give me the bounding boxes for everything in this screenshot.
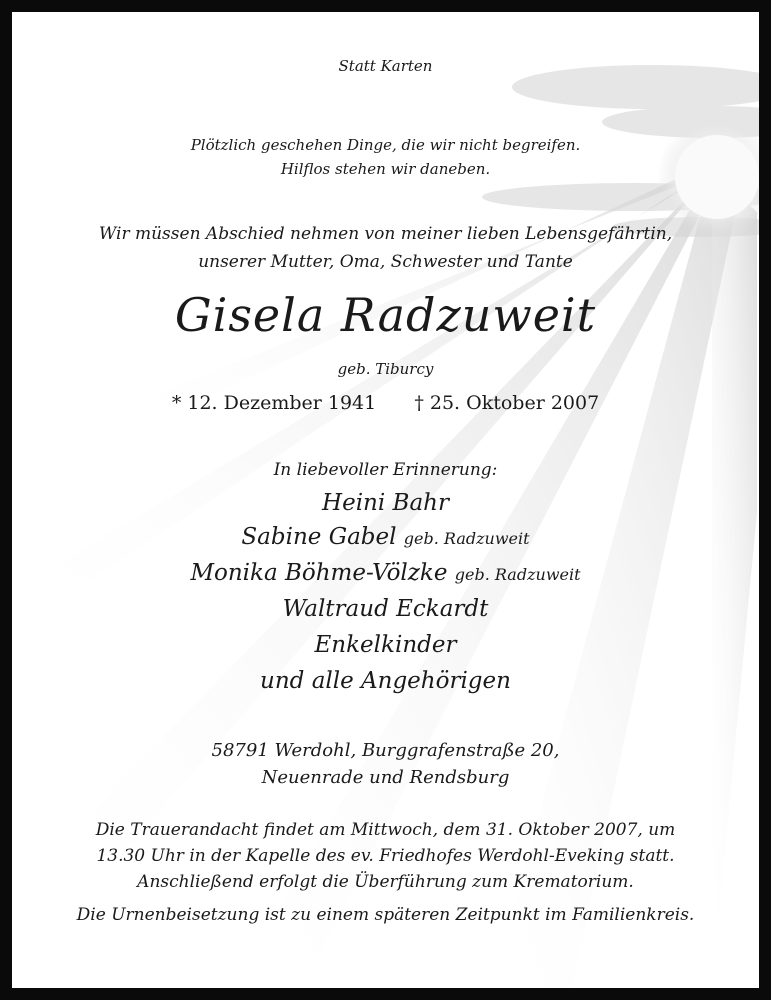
ceremony-line-4: Die Urnenbeisetzung ist zu einem späteren Zeitpunkt im Familienkreis. (76, 905, 695, 925)
mourner-5 (12, 632, 759, 658)
mourner-note: geb. Radzuweit (454, 565, 581, 584)
intro-line-1: Wir müssen Abschied nehmen von meiner lieben Lebensgefährtin, (98, 224, 673, 244)
mourner-name: Waltraud Eckardt (282, 596, 489, 622)
address-line-1: 58791 Werdohl, Burggrafenstraße 20, (211, 740, 560, 761)
mourner-name: und alle Angehörigen (260, 668, 511, 694)
birth-date: * 12. Dezember 1941 (171, 392, 377, 414)
mourner-6 (12, 668, 759, 694)
address-line-2: Neuenrade und Rendsburg (261, 767, 510, 788)
mourner-4 (12, 596, 759, 622)
obituary-text (12, 12, 759, 988)
ceremony-line-2: 13.30 Uhr in der Kapelle des ev. Friedhofes Werdohl-Eveking statt. (96, 846, 675, 866)
verse-line-1: Plötzlich geschehen Dinge, die wir nicht begreifen. (190, 136, 581, 154)
header-statt-karten: Statt Karten (338, 57, 433, 75)
ceremony-line-1: Die Trauerandacht findet am Mittwoch, dem 31. Oktober 2007, um (95, 820, 676, 840)
life-dates (12, 392, 759, 414)
mourner-note: geb. Radzuweit (403, 529, 530, 548)
deceased-name: Gisela Radzuweit (174, 288, 597, 342)
mourner-name: Sabine Gabel (241, 524, 397, 550)
mourner-2 (12, 524, 759, 550)
mourner-3 (12, 560, 759, 586)
death-date: † 25. Oktober 2007 (414, 392, 600, 414)
intro-line-2: unserer Mutter, Oma, Schwester und Tante (198, 252, 573, 272)
memory-label: In liebevoller Erinnerung: (273, 460, 498, 480)
mourner-name: Enkelkinder (314, 632, 457, 658)
maiden-name: geb. Tiburcy (337, 360, 434, 378)
ceremony-line-3: Anschließend erfolgt die Überführung zum Krematorium. (137, 872, 634, 892)
mourner-name: Heini Bahr (322, 490, 449, 516)
verse-line-2: Hilflos stehen wir daneben. (280, 160, 491, 178)
mourner-name: Monika Böhme-Völzke (190, 560, 448, 586)
mourner-1 (12, 490, 759, 516)
